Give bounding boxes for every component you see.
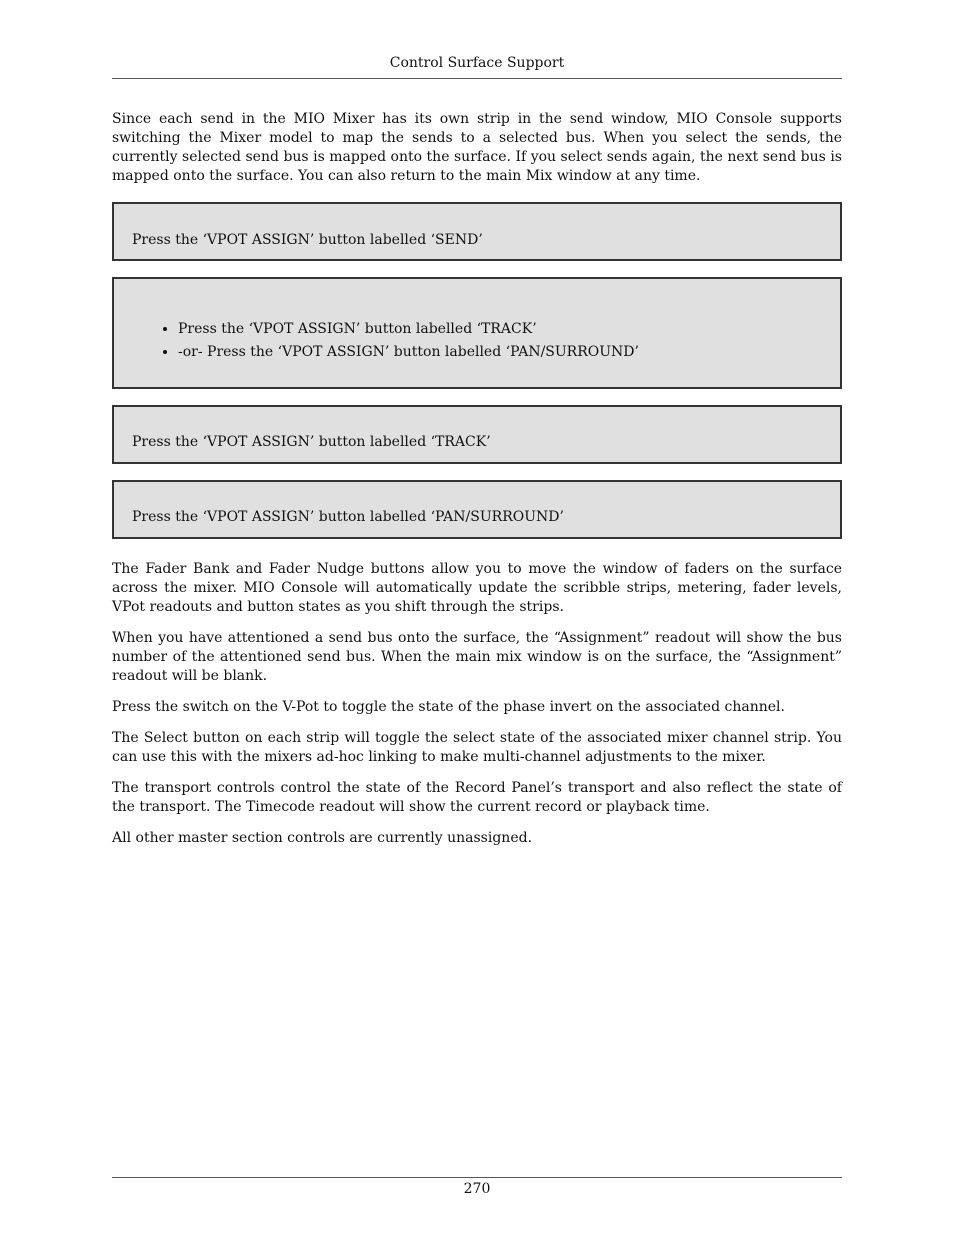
note-text: Press the ‘VPOT ASSIGN’ button labelled ‘PAN/SURROUND’ [132, 509, 564, 525]
list-item: • -or- Press the ‘VPOT ASSIGN’ button labelled ‘PAN/SURROUND’ [178, 343, 822, 362]
vpot-switch-paragraph: Press the switch on the V-Pot to toggle the state of the phase invert on the associated channel. [112, 699, 785, 715]
intro-paragraph: Since each send in the MIO Mixer has its own strip in the send window, MIO Console supports switching the Mixer model to map the sends to a selected bus. When you select the sends, the currently selected send bus is mapped onto the surface. If you select sends again, the next send bus is mapped onto the surface. You can also return to the main Mix window at any time. [112, 111, 842, 184]
transport-paragraph: The transport controls control the state of the Record Panel’s transport and also reflect the state of the transport. The Timecode readout will show the current record or playback time. [112, 780, 842, 815]
select-button-paragraph: The Select button on each strip will toggle the select state of the associated mixer channel strip. You can use this with the mixers ad-hoc linking to make multi-channel adjustments to the mixer. [112, 730, 842, 765]
page-number: 270 [463, 1181, 491, 1197]
header-rule [112, 78, 842, 79]
assignment-paragraph: When you have attentioned a send bus onto the surface, the “Assignment” readout will show the bus number of the attentioned send bus. When the main mix window is on the surface, the “Assignment” readout will be blank. [112, 630, 842, 684]
running-header: Control Surface Support [389, 55, 565, 71]
footer-rule [112, 1177, 842, 1178]
note-box-main-mix [112, 277, 842, 389]
note-box-track [112, 405, 842, 464]
note-text: Press the ‘VPOT ASSIGN’ button labelled ‘SEND’ [132, 232, 483, 248]
fader-bank-paragraph: The Fader Bank and Fader Nudge buttons allow you to move the window of faders on the surface across the mixer. MIO Console will automatically update the scribble strips, metering, fader levels, VPot readouts and button states as you shift through the strips. [112, 561, 842, 615]
note-box-send [112, 202, 842, 261]
note-list [132, 320, 822, 362]
page-body [112, 110, 842, 860]
list-item: • Press the ‘VPOT ASSIGN’ button labelled ‘TRACK’ [178, 320, 822, 339]
unassigned-paragraph: All other master section controls are currently unassigned. [112, 830, 533, 846]
note-text: Press the ‘VPOT ASSIGN’ button labelled ‘TRACK’ [132, 434, 491, 450]
note-box-pan-surround [112, 480, 842, 539]
